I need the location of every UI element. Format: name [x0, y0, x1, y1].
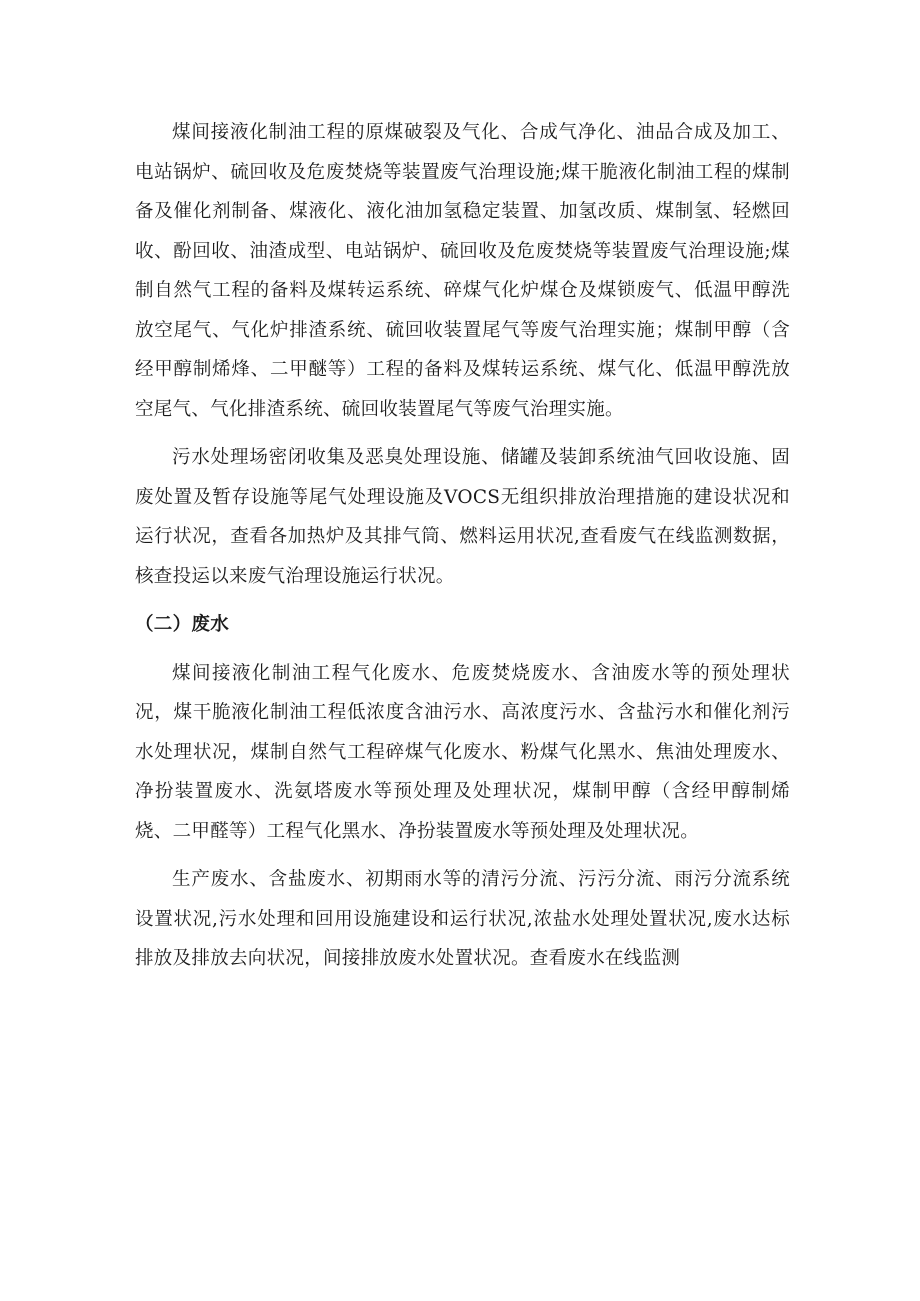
paragraph-waste-gas-facilities: 煤间接液化制油工程的原煤破裂及气化、合成气净化、油品合成及加工、电站锅炉、硫回收及危废焚烧等装置废气治理设施;煤干脆液化制油工程的煤制备及催化剂制备、煤液化、液化油加氢稳定装置、加氢改质、煤制氢、轻燃回收、酚回收、油渣成型、电站锅炉、硫回收及危废焚烧等装置废气治理设施;煤制自然气工程的备料及煤转运系统、碎煤气化炉煤仓及煤锁废气、低温甲醇洗放空尾气、气化炉排渣系统、硫回收装置尾气等废气治理实施；煤制甲醇（含经甲醇制烯烽、二甲醚等）工程的备料及煤转运系统、煤气化、低温甲醇洗放空尾气、气化排渣系统、硫回收装置尾气等废气治理实施。 — [135, 122, 790, 420]
document-body — [135, 113, 790, 988]
paragraph-wastewater-diversion: 生产废水、含盐废水、初期雨水等的清污分流、污污分流、雨污分流系统设置状况,污水处理和回用设施建设和运行状况,浓盐水处理处置状况,废水达标排放及排放去向状况，间接排放废水处置状况。查看废水在线监测 — [135, 869, 790, 969]
paragraph-waste-gas-inspection: 污水处理场密闭收集及恶臭处理设施、储罐及装卸系统油气回收设施、固废处置及暂存设施等尾气处理设施及VOCS无组织排放治理措施的建设状况和运行状况，查看各加热炉及其排气筒、燃料运用状况,查看废气在线监测数据，核查投运以来废气治理设施运行状况。 — [135, 447, 790, 587]
section-heading-wastewater: （二）废水 — [135, 614, 230, 635]
paragraph-wastewater-pretreatment: 煤间接液化制油工程气化废水、危废焚烧废水、含油废水等的预处理状况，煤干脆液化制油工程低浓度含油污水、高浓度污水、含盐污水和催化剂污水处理状况，煤制自然气工程碎煤气化废水、粉煤气化黑水、焦油处理废水、净扮装置废水、洗氨塔废水等预处理及处理状况，煤制甲醇（含经甲醇制烯烧、二甲醛等）工程气化黑水、净扮装置废水等预处理及处理状况。 — [135, 662, 790, 842]
